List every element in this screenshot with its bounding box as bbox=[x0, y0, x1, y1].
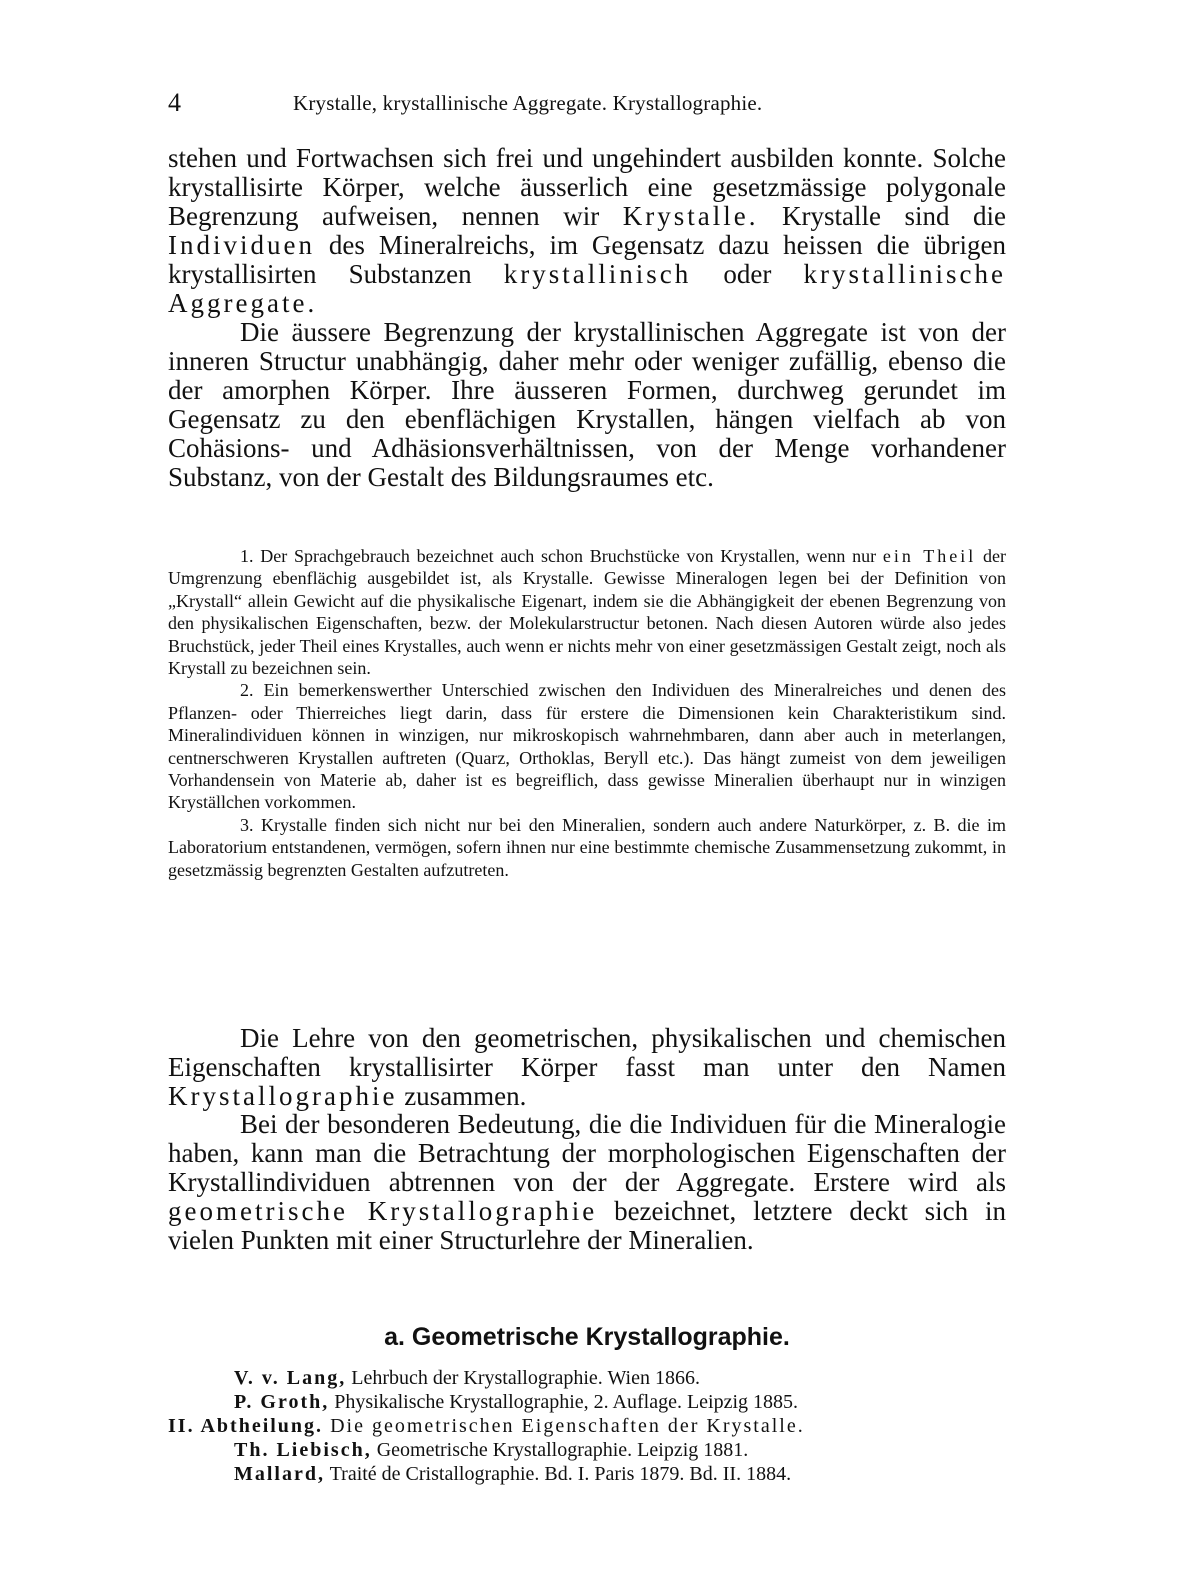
page-number: 4 bbox=[168, 88, 181, 117]
reference-item bbox=[168, 1366, 1006, 1390]
term-krystalle: Krystalle. bbox=[622, 201, 759, 231]
paragraph-1: stehen und Fortwachsen sich frei und ungehindert ausbilden konnte. Solche krystallisirte Körper, welche äusserlich eine gesetzmässige polygonale Begrenzung aufweisen, nennen wir Krystalle. Krystalle sind die Individuen des Mineralreichs, im Gegensatz dazu heissen die übrigen krystallisirten Substanzen krystallinisch oder krystallinische Aggregate. bbox=[168, 143, 1006, 318]
page-header bbox=[168, 88, 1008, 128]
reference-item bbox=[168, 1414, 1006, 1438]
paragraph-2: Die äussere Begrenzung der krystallinischen Aggregate ist von der inneren Structur unabhängig, daher mehr oder weniger zufällig, ebenso die der amorphen Körper. Ihre äusseren Formen, durchweg gerundet im Gegensatz zu den ebenflächigen Krystallen, hängen vielfach ab von Cohäsions- und Adhäsionsverhältnissen, von der Menge vorhandener Substanz, von der Gestalt des Bildungsraumes etc. bbox=[168, 317, 1006, 492]
note-2: 2. Ein bemerkenswerther Unterschied zwischen den Individuen des Mineralreiches und denen des Pflanzen- oder Thierreiches liegt darin, dass für erstere die Dimensionen kein Charakteristikum sind. Mineralindividuen können in winzigen, nur mikroskopisch wahrnehmbaren, dann aber auch in meterlangen, centnerschweren Krystallen auftreten (Quarz, Orthoklas, Beryll etc.). Das hängt zumeist von dem jeweiligen Vorhandensein von Materie ab, daher ist es begreiflich, dass gewisse Mineralien überhaupt nur in winzigen Kryställchen vorkommen. bbox=[168, 680, 1006, 813]
reference-text: Traité de Cristallographie. Bd. I. Paris 1879. Bd. II. 1884. bbox=[325, 1463, 792, 1485]
reference-item bbox=[168, 1438, 1006, 1462]
reference-list bbox=[168, 1366, 1006, 1486]
reference-author: II. Abtheilung. bbox=[168, 1415, 324, 1437]
footnotes bbox=[168, 545, 1006, 881]
reference-text: Die geometrischen Eigenschaften der Krystalle. bbox=[323, 1415, 805, 1437]
reference-author: V. v. Lang, bbox=[234, 1367, 347, 1389]
running-title: Krystalle, krystallinische Aggregate. Krystallographie. bbox=[293, 91, 763, 115]
reference-text: Physikalische Krystallographie, 2. Auflage. Leipzig 1885. bbox=[329, 1391, 799, 1413]
paragraph-4: Bei der besonderen Bedeutung, die die Individuen für die Mineralogie haben, kann man die Betrachtung der morphologischen Eigenschaften der Krystallindividuen abtrennen von der der Aggregate. Erstere wird als geometrische Krystallographie bezeichnet, letztere deckt sich in vielen Punkten mit einer Structurlehre der Mineralien. bbox=[168, 1109, 1006, 1255]
reference-text: Lehrbuch der Krystallographie. Wien 1866. bbox=[346, 1367, 700, 1389]
reference-author: Mallard, bbox=[234, 1463, 325, 1485]
term-krystallinische-aggregate: krystallinische Aggregate. bbox=[168, 259, 1006, 318]
reference-item bbox=[168, 1462, 1006, 1486]
term-krystallinisch: krystallinisch bbox=[503, 259, 692, 289]
paragraph-3: Die Lehre von den geometrischen, physikalischen und chemischen Eigenschaften krystallisirter Körper fasst man unter den Namen Krystallographie zusammen. bbox=[168, 1023, 1006, 1111]
term-krystallographie: Krystallographie bbox=[168, 1081, 398, 1111]
note-3: 3. Krystalle finden sich nicht nur bei den Mineralien, sondern auch andere Naturkörper, z. B. die im Laboratorium entstandenen, vermögen, sofern ihnen nur eine bestimmte chemische Zusammensetzung zukommt, in gesetzmässig begrenzten Gestalten aufzutreten. bbox=[168, 814, 1006, 880]
reference-author: P. Groth, bbox=[234, 1391, 330, 1413]
term-geometrische-krystallographie: geometrische Krystallographie bbox=[168, 1196, 598, 1226]
note-1-term: ein Theil bbox=[882, 546, 977, 566]
reference-author: Th. Liebisch, bbox=[234, 1439, 372, 1461]
note-1: 1. Der Sprachgebrauch bezeichnet auch schon Bruchstücke von Krystallen, wenn nur ein Theil der Umgrenzung ebenflächig ausgebildet ist, als Krystalle. Gewisse Mineralogen legen bei der Definition von „Krystall“ allein Gewicht auf die physikalische Eigenart, indem sie die Abhängigkeit der ebenen Begrenzung von den physikalischen Eigenschaften, bezw. der Molekularstructur betonen. Nach diesen Autoren würde also jedes Bruchstück, jeder Theil eines Krystalles, auch wenn er nichts mehr von einer gesetzmässigen Gestalt zeigt, noch als Krystall zu bezeichnen sein. bbox=[168, 546, 1007, 679]
reference-text: Geometrische Krystallographie. Leipzig 1881. bbox=[371, 1439, 749, 1461]
reference-item bbox=[168, 1390, 1006, 1414]
term-individuen: Individuen bbox=[168, 230, 315, 260]
section-heading: a. Geometrische Krystallographie. bbox=[384, 1323, 790, 1351]
